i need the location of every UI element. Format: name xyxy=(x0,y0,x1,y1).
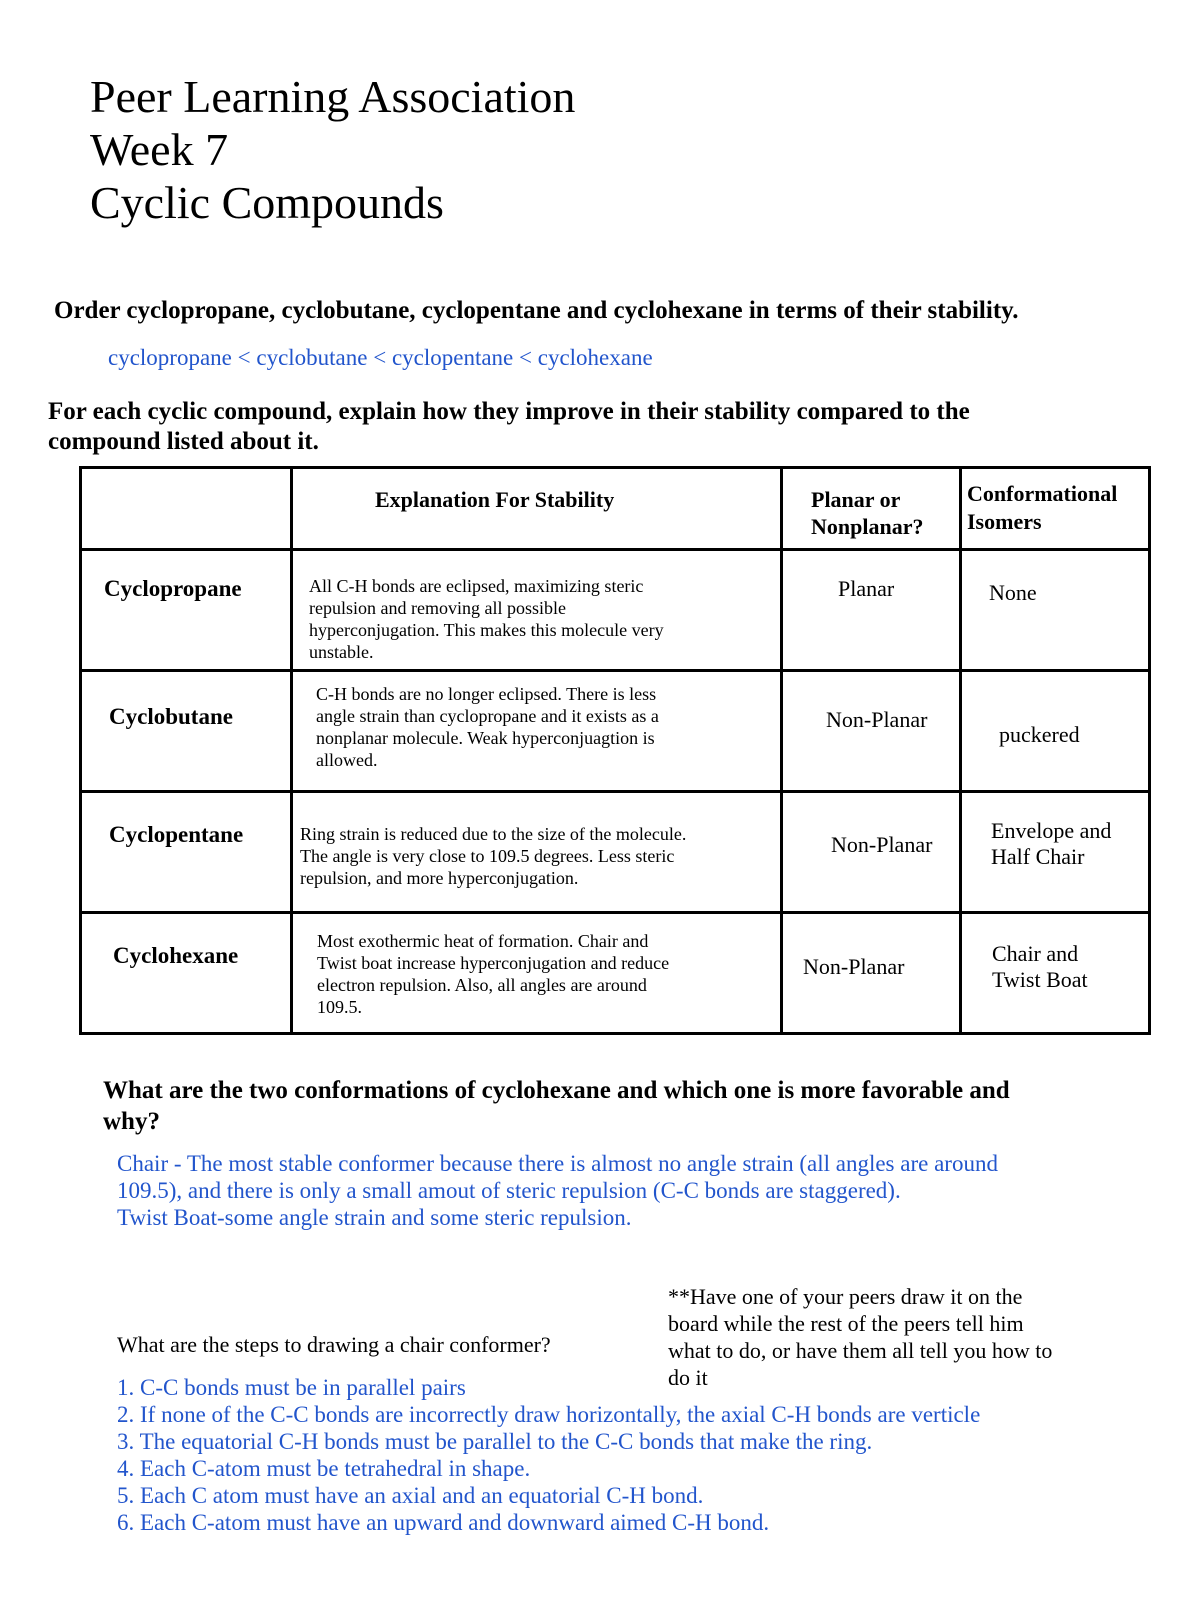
planar-cell xyxy=(782,550,961,671)
isomers-cell xyxy=(961,913,1150,1034)
answer-line: Chair - The most stable conformer because there is almost no angle strain (all angles are around xyxy=(117,1151,998,1176)
answer-conformations xyxy=(117,1150,998,1231)
list-item: 4. Each C-atom must be tetrahedral in shape. xyxy=(117,1456,531,1481)
explanation-text xyxy=(317,930,669,1018)
explanation-line: All C-H bonds are eclipsed, maximizing steric xyxy=(309,576,644,596)
answer-line: Twist Boat-some angle strain and some steric repulsion. xyxy=(117,1205,632,1230)
question-explain-line-2: compound listed about it. xyxy=(48,428,319,455)
isomers-cell xyxy=(961,671,1150,792)
explanation-line: 109.5. xyxy=(317,997,362,1017)
explanation-line: C-H bonds are no longer eclipsed. There is less xyxy=(316,684,657,704)
planar-cell xyxy=(782,913,961,1034)
isomers-line: Twist Boat xyxy=(992,967,1088,992)
answer-stability-order: cyclopropane < cyclobutane < cyclopentane < cyclohexane xyxy=(108,345,653,370)
header-explanation-label: Explanation For Stability xyxy=(375,487,615,512)
question-conformations-line-2: why? xyxy=(103,1108,160,1135)
list-item: 6. Each C-atom must have an upward and downward aimed C-H bond. xyxy=(117,1510,770,1535)
planar-value: Non-Planar xyxy=(826,707,928,732)
list-item: 2. If none of the C-C bonds are incorrectly draw horizontally, the axial C-H bonds are verticle xyxy=(117,1402,981,1427)
isomers-value: puckered xyxy=(999,722,1080,747)
planar-value: Planar xyxy=(838,576,895,601)
compound-name: Cyclobutane xyxy=(109,704,233,729)
explanation-line: unstable. xyxy=(309,642,374,662)
explanation-line: repulsion, and more hyperconjugation. xyxy=(300,868,579,888)
explanation-line: Most exothermic heat of formation. Chair and xyxy=(317,931,649,951)
explanation-line: angle strain than cyclopropane and it exists as a xyxy=(316,706,659,726)
explanation-cell xyxy=(292,792,782,913)
table-row xyxy=(81,671,1150,792)
table-header-row xyxy=(81,468,1150,550)
isomers-line: Chair and xyxy=(992,941,1079,966)
explanation-cell xyxy=(292,550,782,671)
answer-line: 109.5), and there is only a small amout of steric repulsion (C-C bonds are staggered). xyxy=(117,1178,901,1203)
explanation-text xyxy=(309,575,664,663)
isomers-value xyxy=(992,941,1088,993)
compound-name-cell xyxy=(81,792,292,913)
stability-table xyxy=(79,466,1151,1035)
planar-value: Non-Planar xyxy=(803,954,905,979)
explanation-text xyxy=(300,823,686,889)
compound-name: Cyclohexane xyxy=(113,943,239,968)
isomers-value xyxy=(991,818,1111,870)
explanation-line: repulsion and removing all possible xyxy=(309,598,566,618)
explanation-line: Twist boat increase hyperconjugation and reduce xyxy=(317,953,670,973)
compound-name-cell xyxy=(81,913,292,1034)
planar-value: Non-Planar xyxy=(831,832,933,857)
note-line: **Have one of your peers draw it on the xyxy=(668,1284,1023,1309)
header-isomers-label-1: Conformational xyxy=(967,481,1118,506)
compound-name: Cyclopentane xyxy=(109,822,244,847)
isomers-cell xyxy=(961,550,1150,671)
explanation-text xyxy=(316,683,659,771)
question-chair-steps: What are the steps to drawing a chair conformer? xyxy=(117,1332,551,1357)
explanation-line: nonplanar molecule. Weak hyperconjuagtion is xyxy=(316,728,655,748)
note-line: board while the rest of the peers tell him xyxy=(668,1311,1024,1336)
explanation-line: electron repulsion. Also, all angles are around xyxy=(317,975,647,995)
compound-name-cell xyxy=(81,550,292,671)
header-planar xyxy=(782,468,961,550)
explanation-cell xyxy=(292,913,782,1034)
note-line: do it xyxy=(668,1365,708,1390)
table-row xyxy=(81,550,1150,671)
list-item: 1. C-C bonds must be in parallel pairs xyxy=(117,1375,466,1400)
note-line: what to do, or have them all tell you how to xyxy=(668,1338,1053,1363)
list-item: 3. The equatorial C-H bonds must be parallel to the C-C bonds that make the ring. xyxy=(117,1429,873,1454)
planar-cell xyxy=(782,671,961,792)
isomers-line: Half Chair xyxy=(991,844,1085,869)
header-isomers xyxy=(961,468,1150,550)
isomers-value: None xyxy=(989,580,1037,605)
compound-name: Cyclopropane xyxy=(104,576,242,601)
question-stability-order: Order cyclopropane, cyclobutane, cyclopentane and cyclohexane in terms of their stability. xyxy=(54,297,1019,324)
header-planar-label-2: Nonplanar? xyxy=(811,514,924,539)
explanation-cell xyxy=(292,671,782,792)
chair-steps-list xyxy=(117,1374,980,1536)
header-explanation xyxy=(292,468,782,550)
table-row xyxy=(81,913,1150,1034)
planar-cell xyxy=(782,792,961,913)
title-line-2: Week 7 xyxy=(90,124,229,175)
explanation-line: allowed. xyxy=(316,750,378,770)
title-line-3: Cyclic Compounds xyxy=(90,177,444,228)
compound-name-cell xyxy=(81,671,292,792)
header-isomers-label-2: Isomers xyxy=(967,509,1042,534)
header-empty-cell xyxy=(81,468,292,550)
isomers-line: Envelope and xyxy=(991,818,1112,843)
list-item: 5. Each C atom must have an axial and an equatorial C-H bond. xyxy=(117,1483,704,1508)
question-explain-line-1: For each cyclic compound, explain how they improve in their stability compared to the xyxy=(48,398,970,425)
explanation-line: Ring strain is reduced due to the size of the molecule. xyxy=(300,824,687,844)
explanation-line: The angle is very close to 109.5 degrees. Less steric xyxy=(300,846,675,866)
header-planar-label-1: Planar or xyxy=(811,487,901,512)
question-conformations-line-1: What are the two conformations of cyclohexane and which one is more favorable and xyxy=(103,1077,1010,1104)
table-row xyxy=(81,792,1150,913)
title-line-1: Peer Learning Association xyxy=(90,71,576,122)
isomers-cell xyxy=(961,792,1150,913)
explanation-line: hyperconjugation. This makes this molecule very xyxy=(309,620,664,640)
